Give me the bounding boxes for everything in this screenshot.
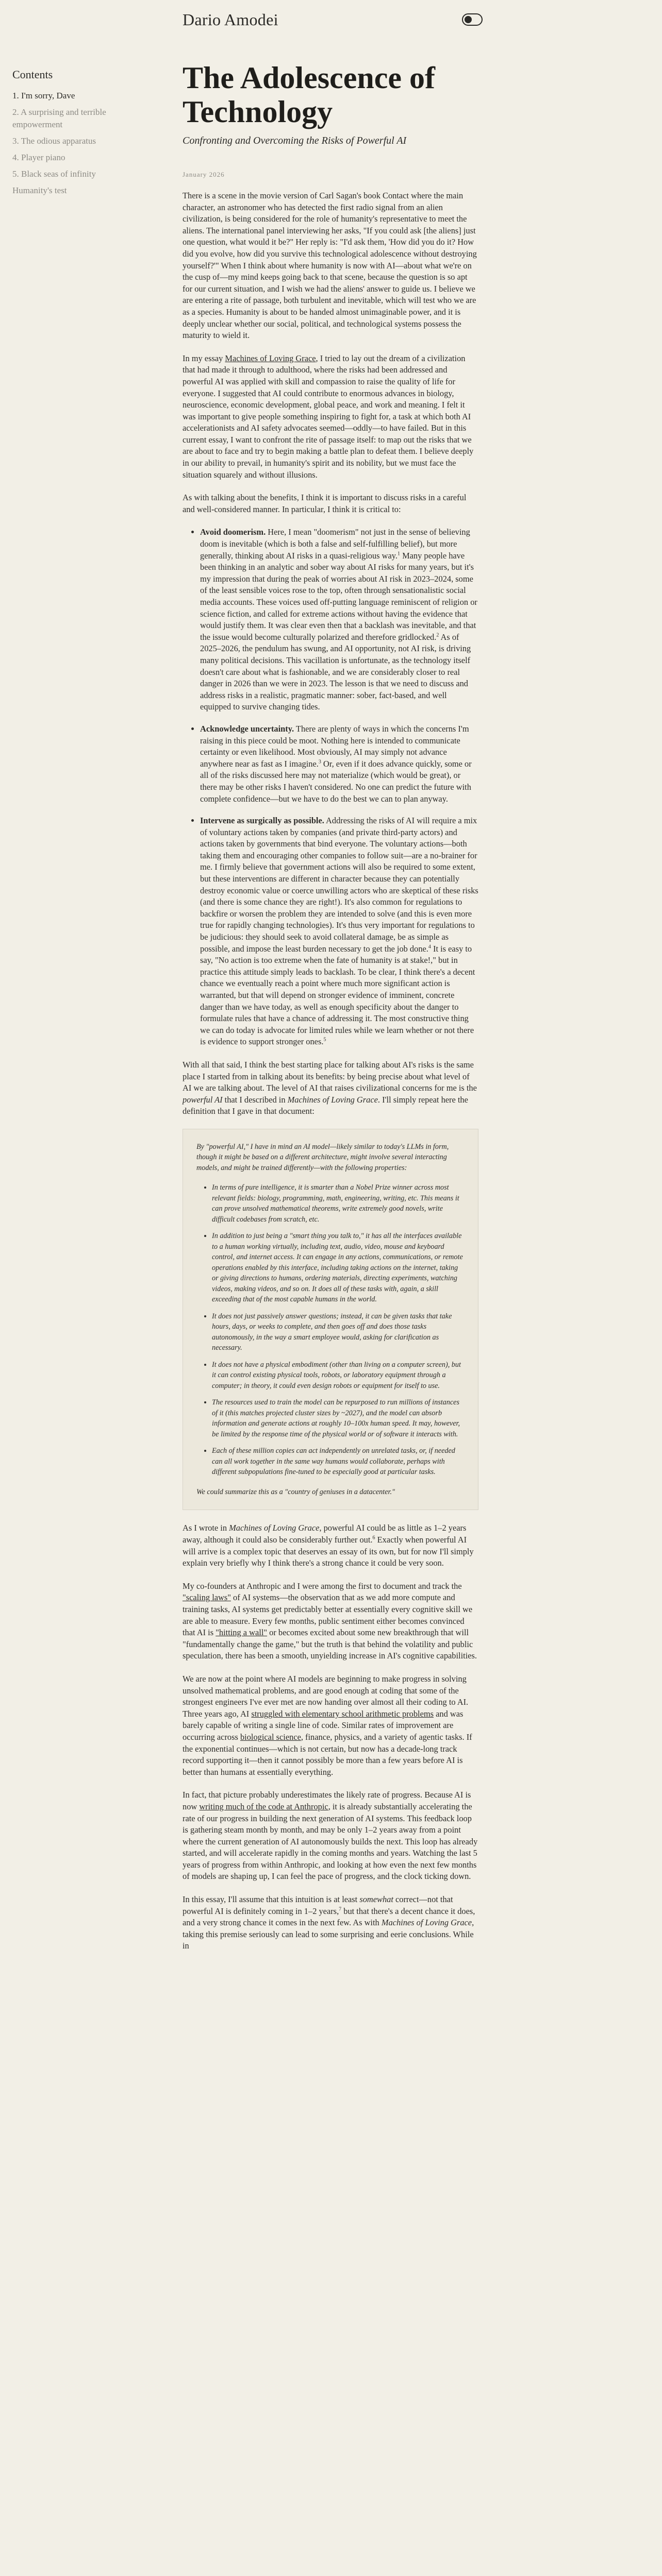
quote-item: • In terms of pure intelligence, it is smarter than a Nobel Prize winner across most relevant fields: biology, programming, math, engineering, writing, etc. This means it can prove unsolved mathematical theorems, write extremely good novels, write difficult codebases from scratch, etc. — [212, 1182, 465, 1225]
table-of-contents — [12, 68, 126, 201]
paragraph: In fact, that picture probably underestimates the likely rate of progress. Because AI is now writing much of the code at Anthropic, it is already substantially accelerating the rate of our progress in building the next generation of AI systems. This feedback loop is gathering steam month by month, and may be only 1–2 years away from a point where the current generation of AI autonomously builds the next. This loop has already started, and will accelerate rapidly in the coming months and years. Watching the last 5 years of progress from within Anthropic, and looking at how even the next few months of models are shaping up, I can feel the pace of progress, and the clock ticking down. — [183, 1790, 478, 1882]
quote-item: • Each of these million copies can act independently on unrelated tasks, or, if needed can all work together in the same way humans would collaborate, perhaps with different subpopulations fine-tuned to be especially good at particular tasks. — [212, 1446, 465, 1478]
footnote-ref[interactable]: 7 — [339, 1906, 342, 1912]
paragraph: In my essay Machines of Loving Grace, I tried to lay out the dream of a civilization that had made it through to adulthood, where the risks had been addressed and powerful AI was applied with skill and compassion to raise the quality of life for everyone. I suggested that AI could contribute to enormous advances in biology, neuroscience, economic development, global peace, and work and meaning. I felt it was important to give people something inspiring to fight for, a task at which both AI accelerationists and AI safety advocates seemed—oddly—to have failed. But in this current essay, I want to confront the rite of passage itself: to map out the risks that we are about to face and try to begin making a battle plan to defeat them. I believe deeply in our ability to prevail, in humanity's spirit and its nobility, but we must face the situation squarely and without illusions. — [183, 353, 474, 480]
toc-item-4[interactable]: 4. Player piano — [12, 152, 65, 162]
article-date: January 2026 — [183, 171, 225, 178]
hitting-a-wall-link[interactable]: "hitting a wall" — [216, 1628, 268, 1638]
scaling-laws-link[interactable]: "scaling laws" — [183, 1592, 231, 1603]
footnote-ref[interactable]: 1 — [397, 551, 400, 557]
list-item: • Intervene as surgically as possible. Addressing the risks of AI will require a mix of voluntary actions taken by companies (and private third-party actors) and actions taken by governments that bind everyone. The voluntary actions—both taking them and encouraging other companies to follow suit—are a no-brainer for me. I firmly believe that government actions will also be required to some extent, but these interventions are different in character because they can potentially destroy economic value or coerce unwilling actors who are skeptical of these risks (and there is some chance they are right!). It's also common for regulations to backfire or worsen the problem they are intended to solve (and this is even more true for rapidly changing technologies). It's thus very important for regulations to be judicious: they should seek to avoid collateral damage, be as simple as possible, and impose the least burden necessary to get the job done.$^4$ It is easy to say, "No action is too extreme when the fate of humanity is at stake!," but in practice this attitude simply leads to backlash. To be clear, I think there's a decent chance we eventually reach a point where much more significant action is warranted, but that will depend on stronger evidence of imminent, concrete danger than we have today, as well as enough specificity about the danger to formulate rules that have a chance of addressing it. The most constructive thing we can do today is advocate for limited rules while we learn whether or not there is evidence to support stronger ones.$^5$ — [200, 815, 478, 1048]
article — [183, 61, 478, 1963]
site-title[interactable]: Dario Amodei — [183, 10, 278, 29]
footnote-ref[interactable]: 6 — [372, 1535, 375, 1541]
toc-item-5[interactable]: 5. Black seas of infinity — [12, 169, 96, 179]
paragraph: With all that said, I think the best starting place for talking about AI's risks is the same place I started from in talking about its benefits: by being precise about what level of AI we are talking about. The level of AI that raises civilizational concerns for me is the powerful AI that I described in Machines of Loving Grace. I'll simply repeat here the definition that I gave in that document: — [183, 1059, 477, 1116]
arithmetic-link[interactable]: struggled with elementary school arithmetic problems — [251, 1708, 434, 1719]
toc-item-6[interactable]: Humanity's test — [12, 185, 67, 195]
quote-intro: By "powerful AI," I have in mind an AI model—likely similar to today's LLMs in form, though it might be based on a different architecture, might involve several interacting models, and might be trained differently—with the following properties: — [196, 1142, 449, 1172]
quote-item: • In addition to just being a "smart thing you talk to," it has all the interfaces available to a human working virtually, including text, audio, video, mouse and keyboard control, and internet access. It can engage in any actions, communications, or remote operations enabled by this interface, including taking actions on the internet, taking or giving directions to humans, ordering materials, directing experiments, watching videos, making videos, and so on. It does all of these tasks with, again, a skill exceeding that of the most capable humans in the world. — [212, 1231, 465, 1305]
toc-item-2[interactable]: 2. A surprising and terrible empowerment — [12, 107, 106, 129]
article-subtitle: Confronting and Overcoming the Risks of Powerful AI — [183, 135, 407, 146]
article-title: The Adolescence of Technology — [183, 61, 435, 129]
principles-list — [183, 527, 478, 1048]
toc-item-1[interactable]: 1. I'm sorry, Dave — [12, 91, 75, 100]
machines-of-loving-grace-link[interactable]: Machines of Loving Grace — [225, 353, 316, 363]
paragraph: We are now at the point where AI models are beginning to make progress in solving unsolved mathematical problems, and are good enough at coding that some of the strongest engineers I've ever met are now handing over almost all their coding to AI. Three years ago, AI struggled with elementary school arithmetic problems and was barely capable of writing a single line of code. Similar rates of improvement are occurring across biological science, finance, physics, and a variety of agentic tasks. If the exponential continues—which is not certain, but now has a decade-long track record supporting it—then it cannot possibly be more than a few years before AI is better than humans at essentially everything. — [183, 1673, 472, 1777]
list-item: • Avoid doomerism. Here, I mean "doomerism" not just in the sense of believing doom is inevitable (which is both a false and self-fulfilling belief), but more generally, thinking about AI risks in a quasi-religious way.$^1$ Many people have been thinking in an analytic and sober way about AI risks for many years, but it's my impression that during the peak of worries about AI risk in 2023–2024, some of the least sensible voices rose to the top, often through sensationalistic social media accounts. These voices used off-putting language reminiscent of religion or science fiction, and called for extreme actions without having the evidence that would justify them. It was clear even then that a backlash was inevitable, and that the issue would become culturally polarized and therefore gridlocked.$^2$ As of 2025–2026, the pendulum has swung, and AI opportunity, not AI risk, is driving many political decisions. This vacillation is unfortunate, as the technology itself doesn't care about what is fashionable, and we are considerably closer to real danger in 2026 than we were in 2023. The lesson is that we need to discuss and address risks in a realistic, pragmatic manner: sober, fact-based, and well equipped to survive changing tides. — [200, 527, 478, 713]
quote-item: • It does not have a physical embodiment (other than living on a computer screen), but it can control existing physical tools, robots, or laboratory equipment through a computer; in theory, it could even design robots or equipment for itself to use. — [212, 1360, 465, 1392]
footnote-ref[interactable]: 5 — [323, 1037, 326, 1043]
theme-toggle[interactable] — [462, 13, 483, 26]
paragraph: As with talking about the benefits, I think it is important to discuss risks in a careful and well-considered manner. In particular, I think it is critical to: — [183, 493, 467, 514]
footnote-ref[interactable]: 2 — [436, 632, 439, 638]
quote-item: • The resources used to train the model can be repurposed to run millions of instances of it (this matches projected cluster sizes by ~2027), and the model can absorb information and generate actions at roughly 10–100x human speed. It may, however, be limited by the response time of the physical world or of software it interacts with. — [212, 1397, 465, 1439]
paragraph: In this essay, I'll assume that this intuition is at least somewhat correct—not that powerful AI is definitely coming in 1–2 years,$^7$ but that there's a decent chance it does, and a very strong chance it comes in the next few. As with Machines of Loving Grace, taking this premise seriously can lead to some surprising and eerie conclusions. While in — [183, 1894, 475, 1951]
paragraph: My co-founders at Anthropic and I were among the first to document and track the "scaling laws" of AI systems—the observation that as we add more compute and training tasks, AI systems get predictably better at essentially every cognitive skill we are able to measure. Every few months, public sentiment either becomes convinced that AI is "hitting a wall" or becomes excited about some new breakthrough that will "fundamentally change the game," but the truth is that behind the volatility and public speculation, there has been a smooth, unyielding increase in AI's cognitive capabilities. — [183, 1581, 477, 1661]
definition-blockquote — [183, 1129, 478, 1511]
quote-item: • It does not just passively answer questions; instead, it can be given tasks that take hours, days, or weeks to complete, and then goes off and does those tasks autonomously, in the way a smart employee would, asking for clarification as necessary. — [212, 1311, 465, 1353]
article-body — [183, 190, 478, 1952]
top-bar — [0, 0, 662, 41]
footnote-ref[interactable]: 4 — [428, 944, 431, 950]
paragraph: There is a scene in the movie version of Carl Sagan's book Contact where the main character, an astronomer who has detected the first radio signal from an alien civilization, is being considered for the role of humanity's representative to meet the aliens. The international panel interviewing her asks, "If you could ask [the aliens] just one question, what would it be?" Her reply is: "I'd ask them, 'How did you do it? How did you evolve, how did you survive this technological adolescence without destroying yourself?'" When I think about where humanity is now with AI—about what we're on the cusp of—my mind keeps going back to that scene, because the question is so apt for our current situation, and I wish we had the aliens' answer to guide us. I believe we are entering a rite of passage, both turbulent and inevitable, which will test who we are as a species. Humanity is about to be handed almost unimaginable power, and it is deeply unclear whether our social, political, and technological systems possess the maturity to wield it. — [183, 191, 477, 341]
quote-outro: We could summarize this as a "country of geniuses in a datacenter." — [196, 1487, 395, 1496]
toc-heading: Contents — [12, 68, 53, 81]
list-item: • Acknowledge uncertainty. There are plenty of ways in which the concerns I'm raising in this piece could be moot. Nothing here is intended to communicate certainty or even likelihood. Most obviously, AI may simply not advance anywhere near as fast as I imagine.$^3$ Or, even if it does advance quickly, some or all of the risks discussed here may not materialize (which would be great), or there may be other risks I haven't considered. No one can predict the future with complete confidence—but we have to do the best we can to plan anyway. — [200, 723, 478, 805]
paragraph: As I wrote in Machines of Loving Grace, powerful AI could be as little as 1–2 years away, although it could also be considerably further out.$^6$ Exactly when powerful AI will arrive is a complex topic that deserves an essay of its own, but for now I'll simply explain very briefly why I think there's a strong chance it could be very soon. — [183, 1523, 474, 1568]
footnote-ref[interactable]: 3 — [318, 759, 321, 765]
anthropic-code-link[interactable]: writing much of the code at Anthropic — [199, 1801, 328, 1811]
toggle-knob — [465, 16, 472, 23]
toc-item-3[interactable]: 3. The odious apparatus — [12, 136, 96, 146]
biological-science-link[interactable]: biological science — [240, 1732, 301, 1742]
